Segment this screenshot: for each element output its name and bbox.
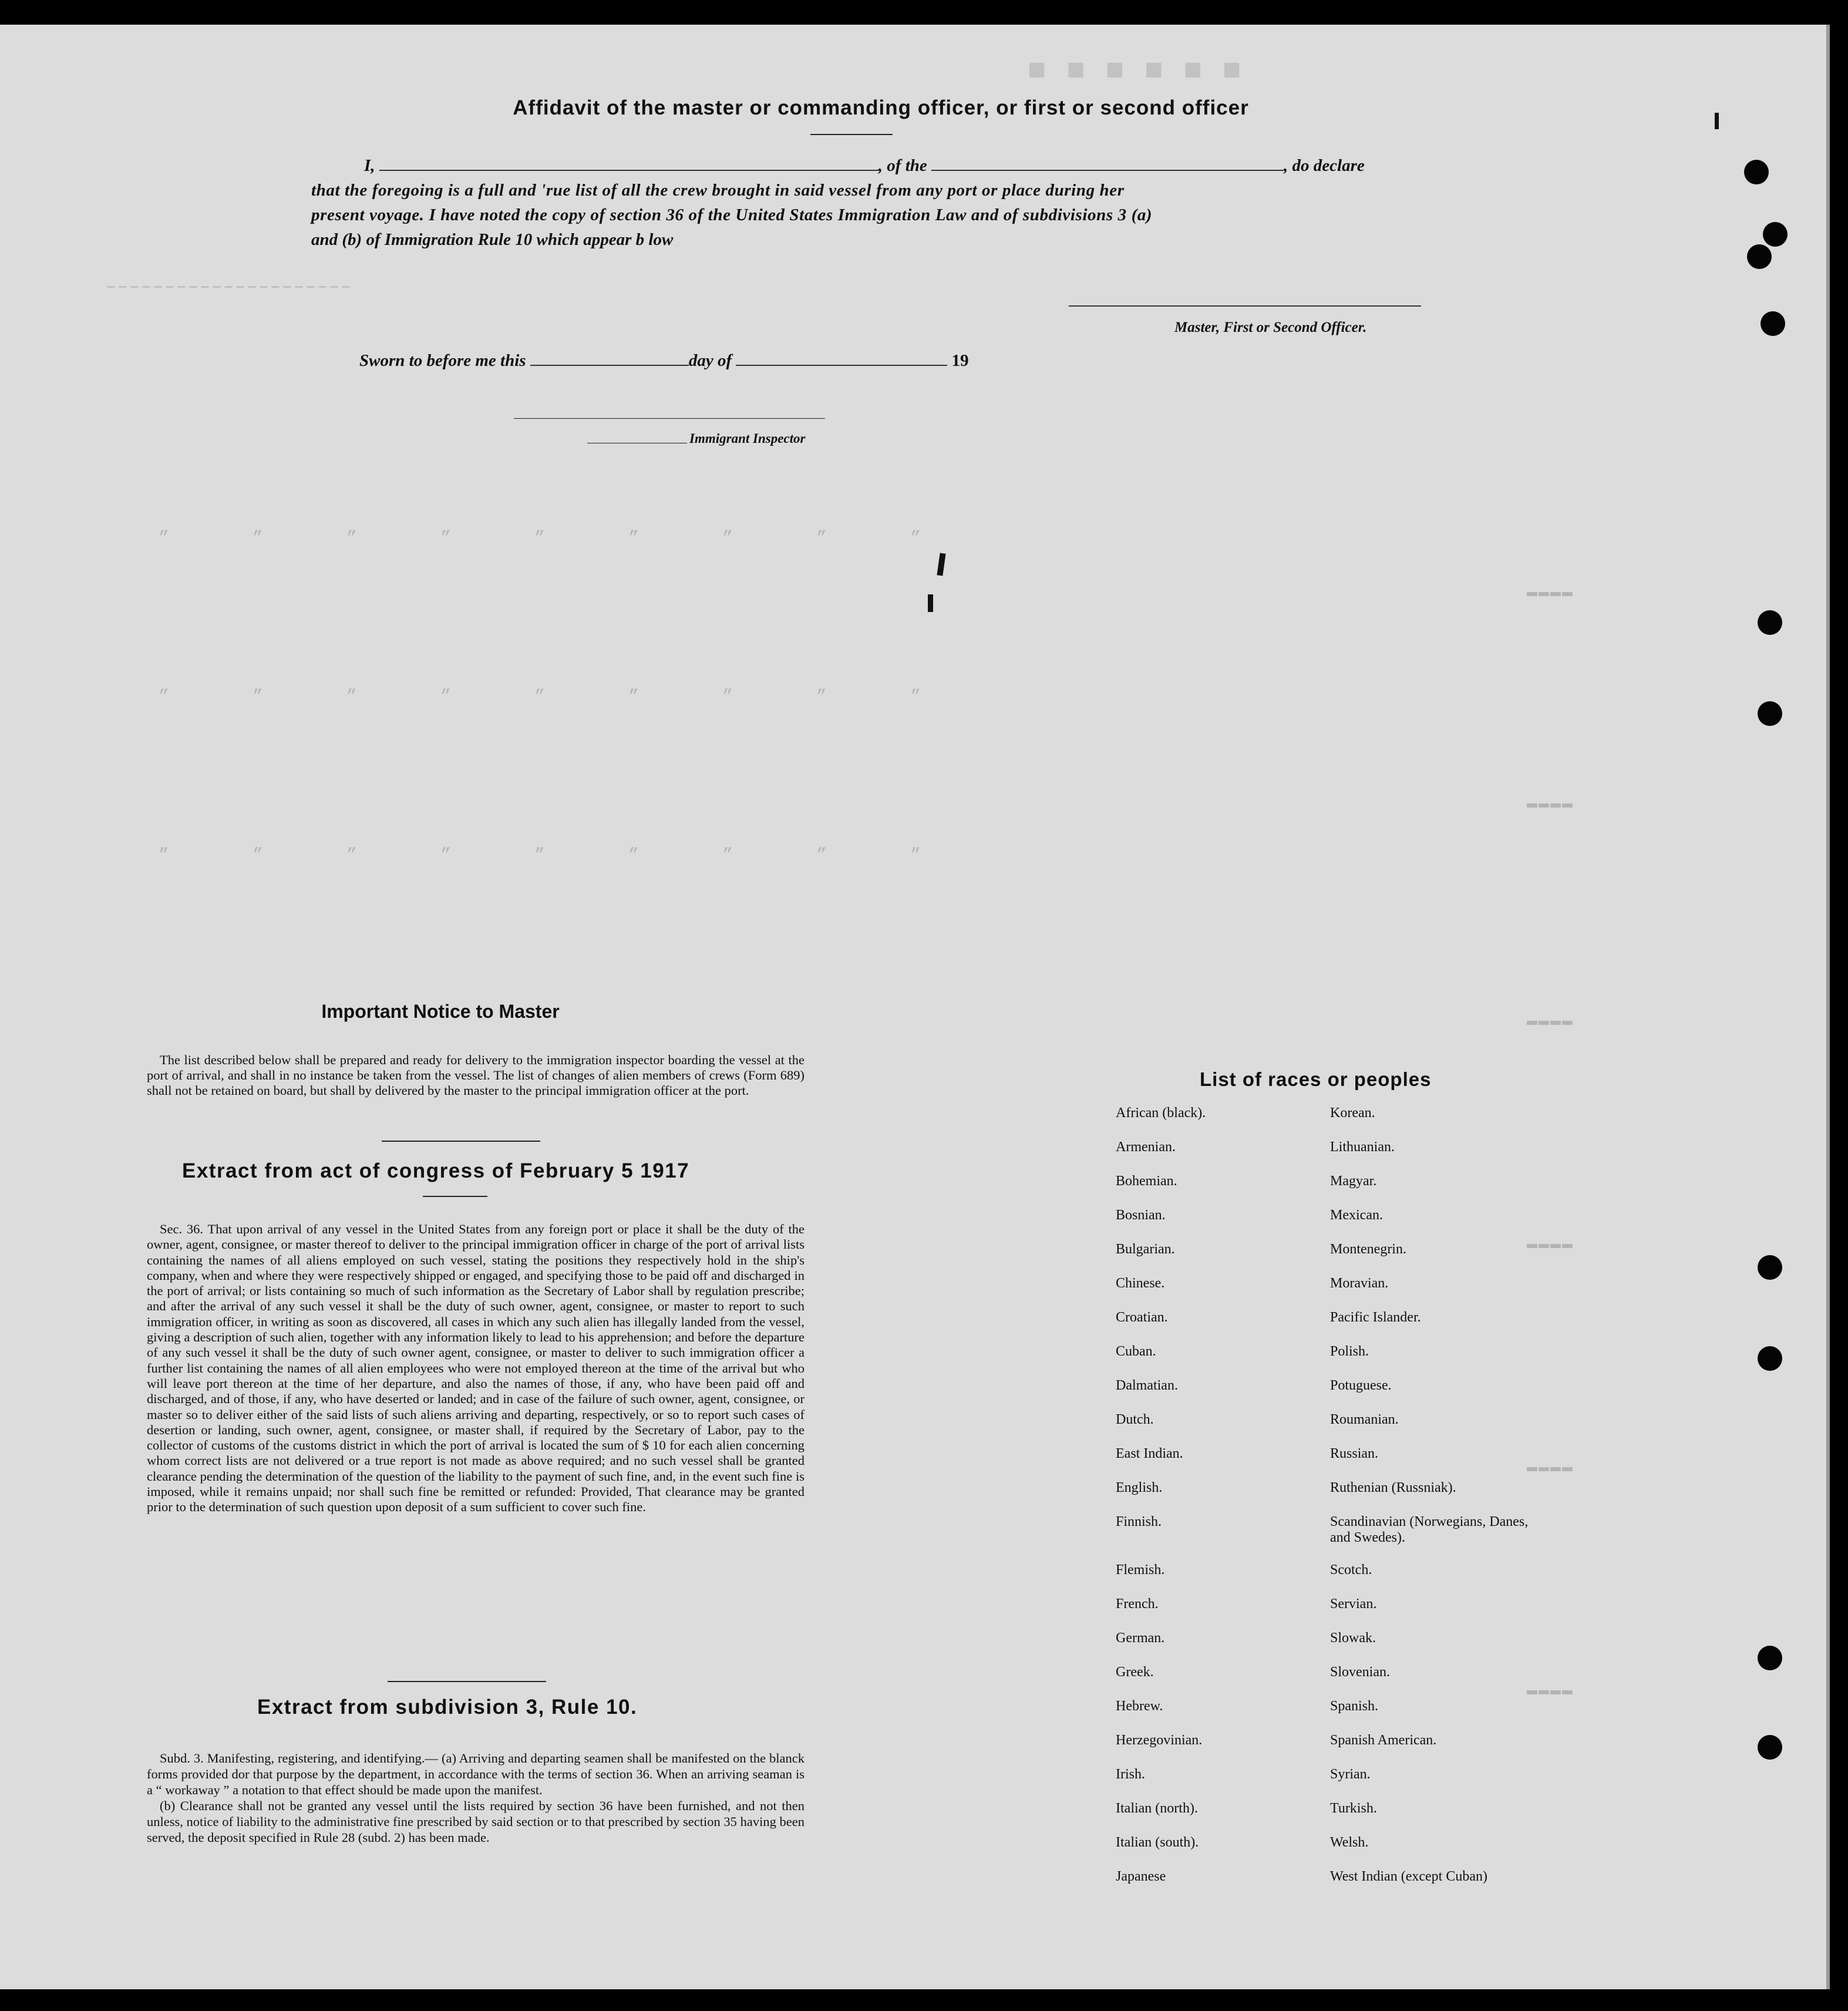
punch-hole: [1758, 1646, 1782, 1670]
affidavit-line-1: [364, 156, 1365, 176]
race-item: German.: [1116, 1630, 1165, 1646]
race-item: Bulgarian.: [1116, 1242, 1175, 1257]
sworn-line: [359, 351, 969, 371]
race-item: Magyar.: [1330, 1173, 1377, 1189]
sworn-month-field[interactable]: [736, 365, 947, 366]
inspector-signature-line[interactable]: [514, 418, 825, 419]
extract-rule-text: [147, 1750, 804, 1845]
declare-label: , do declare: [1284, 156, 1365, 175]
race-item: Irish.: [1116, 1767, 1145, 1782]
race-item: Korean.: [1330, 1105, 1375, 1121]
affiant-prefix: I,: [364, 156, 375, 175]
vessel-name-field[interactable]: [931, 170, 1284, 171]
race-item: Armenian.: [1116, 1139, 1176, 1155]
notice-title: Important Notice to Master: [321, 1001, 560, 1022]
race-item: Roumanian.: [1330, 1412, 1399, 1427]
race-item: Russian.: [1330, 1446, 1379, 1461]
race-item: Greek.: [1116, 1664, 1154, 1680]
race-item: Slowak.: [1330, 1630, 1376, 1646]
inspector-label: Immigrant Inspector: [689, 431, 806, 446]
race-item: Italian (north).: [1116, 1801, 1198, 1816]
race-item: Mexican.: [1330, 1208, 1383, 1223]
punch-hole: [1758, 1346, 1782, 1371]
race-item: Scandinavian (Norwegians, Danes, and Swedes).: [1330, 1514, 1529, 1545]
race-item: Montenegrin.: [1330, 1242, 1406, 1257]
ink-smudge: [1715, 113, 1719, 129]
notice-divider: [382, 1141, 540, 1142]
signature-label: Master, First or Second Officer.: [1174, 320, 1367, 335]
race-item: Flemish.: [1116, 1562, 1165, 1578]
race-item: Hebrew.: [1116, 1699, 1163, 1714]
race-item: Dalmatian.: [1116, 1378, 1178, 1393]
race-item: Pacific Islander.: [1330, 1310, 1421, 1325]
extract-act-underline: [423, 1196, 487, 1197]
punch-hole: [1744, 160, 1769, 184]
document-page: ■ ■ ■ ■ ■ ■ ––––––––––––––––––––– „ „ „ „ „ „ „ „ „ „ „ „ „ „ „ „ „ „ „ „ „ „ „ „ „ „ „ ▬▬▬▬ ▬▬▬▬ ▬▬▬▬ ▬▬▬▬ ▬▬▬▬ ▬▬▬▬ Affidavit of the master or commanding officer, or first or second officer I, , of the , do declare that the foregoing is a full and 'rue list of all the crew brought in said vessel from any port or place during her present voyage. I have noted the copy of section 36 of the United States Immigration Law and of subdivisions 3 (a) and (b) of Immigration Rule 10 which appear b low Master, First or Second Officer. Sworn to before me this day of 19 Immigrant Inspector Important Notice to Master The list described below shall be prepared and ready for delivery to the immigration inspector boarding the vessel at the port of arrival, and shall in no instance be taken from the vessel. The list of changes of alien members of crews (Form 689) shall not be retained on board, but shall by delivered by the master to the principal immigration officer at the port. Extract from act of congress of February 5 1917 Sec. 36. That upon arrival of any vessel in the United States from any foreign port or place it shall be the duty of the owner, agent, consignee, or master thereof to deliver to the principal immigration officer in charge of the port of arrival lists containing the names of all aliens employed on such vessel, stating the positions they respectively hold in the ship's company, when and where they were respectively shipped or engaged, and specifying those to be paid off and discharged in the port of arrival; or lists containing so much of such information as the Secretary of Labor shall by regulation prescribe; and after the arrival of any such vessel it shall be the duty of such owner, agent, consignee, or master to report to such immigration officer, in writing as soon as discovered, all cases in which any such alien has illegally landed from the vessel, giving a description of such alien, together with any information likely to lead to his apprehension; and before the departure of any such vessel it shall be the duty of such owner agent, consignee, or master to deliver to such immigration officer a further list containing the names of all alien employees who were not employed thereon at the time of the arrival but who will leave port thereon at the time of her departure, and also the names of those, if any, who have been paid off and discharged, and of those, if any, who have deserted or landed; and in case of the failure of such owner, agent, consignee, or master so to deliver either of the said lists of such aliens arriving and departing, respectively, or so to report such cases of desertion or landing, such owner, agent, consignee, or master shall, if required by the Secretary of Labor, pay to the collector of customs of the customs district in which the port of arrival is located the sum of $ 10 for each alien concerning whom correct lists are not delivered or a true report is not made as above required; and no such vessel shall be granted clearance pending the determination of the question of the liability to the payment of such fine, and, in the event such fine is imposed, while it remains unpaid; nor shall such fine be remitted or refunded: Provided, That clearance may be granted prior to the determination of such question upon deposit of a sum sufficient to cover such fine. Extract from subdivision 3, Rule 10. Subd. 3. Manifesting, registering, and identifying.— (a) Arriving and departing seamen shall be manifested on the blanck forms provided dor that purpose by the department, in accordance with the terms of section 36. When an arriving seaman is a “ workaway ” a notation to that effect should be made upon the manifest. (b) Clearance shall not be granted any vessel until the lists required by section 36 have been furnished, and not then unless, notice of liability to the administrative fine prescribed by said section or to that prescribed by section 35 having been served, the deposit specified in Rule 28 (subd. 2) has been made. List of races or peoples African (black). Armenian. Bohemian. Bosnian. Bulgarian. Chinese. Croatian. Cuban. Dalmatian. Dutch. East Indian. English. Finnish. Flemish. French. German. Greek. Hebrew. Herzegovinian. Irish. Italian (north). Italian (south). Japanese Korean. Lithuanian. Magyar. Mexican. Montenegrin. Moravian. Pacific Islander. Polish. Potuguese. Roumanian. Russian. Ruthenian (Russniak). Scandinavian (Norwegians, Danes, and Swedes). Scotch. Servian. Slowak. Slovenian. Spanish. Spanish American. Syrian. Turkish. Welsh. West Indian (except Cuban): [0, 25, 1830, 1989]
race-item: Slovenian.: [1330, 1664, 1390, 1680]
race-item: West Indian (except Cuban): [1330, 1869, 1487, 1884]
affidavit-line-3: present voyage. I have noted the copy of section 36 of the United States Immigration Law and of subdivisions 3 (a): [311, 206, 1153, 224]
affiant-name-field[interactable]: [379, 170, 878, 171]
punch-hole: [1758, 1735, 1782, 1760]
race-item: Turkish.: [1330, 1801, 1377, 1816]
race-item: Servian.: [1330, 1596, 1377, 1612]
title-underline: [810, 134, 893, 135]
race-item: Polish.: [1330, 1344, 1369, 1359]
race-item: East Indian.: [1116, 1446, 1183, 1461]
signature-field[interactable]: [1069, 305, 1421, 307]
race-item: Croatian.: [1116, 1310, 1168, 1325]
affidavit-line-2: that the foregoing is a full and 'rue list of all the crew brought in said vessel from any port or place during her: [311, 181, 1125, 200]
race-item: Chinese.: [1116, 1276, 1165, 1291]
race-item: African (black).: [1116, 1105, 1206, 1121]
day-of-label: day of: [688, 351, 732, 370]
races-left-column: [1116, 1096, 1206, 1894]
race-item: Japanese: [1116, 1869, 1166, 1884]
race-item: French.: [1116, 1596, 1159, 1612]
race-item: Welsh.: [1330, 1835, 1369, 1850]
of-the-label: , of the: [878, 156, 927, 175]
race-item: Spanish American.: [1330, 1733, 1437, 1748]
race-item: English.: [1116, 1480, 1163, 1495]
race-item: Scotch.: [1330, 1562, 1372, 1578]
race-item: Syrian.: [1330, 1767, 1371, 1782]
races-title: List of races or peoples: [1200, 1068, 1432, 1090]
rule-paragraph-a: Subd. 3. Manifesting, registering, and identifying.— (a) Arriving and departing seamen shall be manifested on the blanck forms provided dor that purpose by the department, in accordance with the terms of section 36. When an arriving seaman is a “ workaway ” a notation to that effect should be made upon the manifest.: [147, 1751, 804, 1797]
notice-text: The list described below shall be prepared and ready for delivery to the immigration inspector boarding the vessel at the port of arrival, and shall in no instance be taken from the vessel. The list of changes of alien members of crews (Form 689) shall not be retained on board, but shall by delivered by the master to the principal immigration officer at the port.: [147, 1052, 804, 1098]
race-item: Spanish.: [1330, 1699, 1379, 1714]
race-item: Bohemian.: [1116, 1173, 1177, 1189]
punch-hole: [1761, 311, 1785, 336]
race-item: Ruthenian (Russniak).: [1330, 1480, 1456, 1495]
race-item: Herzegovinian.: [1116, 1733, 1203, 1748]
affidavit-line-4: and (b) of Immigration Rule 10 which appear b low: [311, 230, 674, 249]
race-item: Moravian.: [1330, 1276, 1389, 1291]
punch-hole: [1747, 244, 1772, 269]
punch-hole: [1758, 1255, 1782, 1280]
extract-act-end-divider: [388, 1681, 546, 1682]
race-item: Finnish.: [1116, 1514, 1162, 1529]
sworn-year-label: 19: [951, 351, 969, 370]
affidavit-title: Affidavit of the master or commanding officer, or first or second officer: [513, 96, 1249, 119]
ink-smudge: [928, 594, 933, 612]
punch-hole: [1758, 610, 1782, 635]
race-item: Dutch.: [1116, 1412, 1154, 1427]
punch-hole: [1763, 222, 1788, 247]
race-item: Cuban.: [1116, 1344, 1156, 1359]
rule-paragraph-b: (b) Clearance shall not be granted any vessel until the lists required by section 36 have been furnished, and not then unless, notice of liability to the administrative fine prescribed by said section or to that prescribed by section 35 having been served, the deposit specified in Rule 28 (subd. 2) has been made.: [147, 1798, 804, 1845]
extract-act-text: Sec. 36. That upon arrival of any vessel in the United States from any foreign port or place it shall be the duty of the owner, agent, consignee, or master thereof to deliver to the principal immigration officer in charge of the port of arrival lists containing the names of all aliens employed on such vessel, stating the positions they respectively hold in the ship's company, when and where they were respectively shipped or engaged, and specifying those to be paid off and discharged in the port of arrival; or lists containing so much of such information as the Secretary of Labor shall by regulation prescribe; and after the arrival of any such vessel it shall be the duty of such owner, agent, consignee, or master to report to such immigration officer, in writing as soon as discovered, all cases in which any such alien has illegally landed from the vessel, giving a description of such alien, together with any information likely to lead to his apprehension; and before the departure of any such vessel it shall be the duty of such owner agent, consignee, or master to deliver to such immigration officer a further list containing the names of all alien employees who were not employed thereon at the time of the arrival but who will leave port thereon at the time of her departure, and also the names of those, if any, who have been paid off and discharged, and of those, if any, who have deserted or landed; and in case of the failure of such owner, agent, consignee, or master so to deliver either of the said lists of such aliens arriving and departing, respectively, or so to report such cases of desertion or landing, such owner, agent, consignee, or master shall, if required by the Secretary of Labor, pay to the collector of customs of the customs district in which the port of arrival is located the sum of $ 10 for each alien concerning whom correct lists are not delivered or a true report is not made as above required; and no such vessel shall be granted clearance pending the determination of the question of the liability to the payment of such fine, and, in the event such fine is imposed, while it remains unpaid; nor shall such fine be remitted or refunded: Provided, That clearance may be granted prior to the determination of such question upon deposit of a sum sufficient to cover such fine.: [147, 1222, 804, 1515]
sworn-day-field[interactable]: [530, 365, 689, 366]
race-item: Potuguese.: [1330, 1378, 1392, 1393]
extract-rule-title: Extract from subdivision 3, Rule 10.: [257, 1696, 638, 1719]
race-item: Lithuanian.: [1330, 1139, 1395, 1155]
ink-smudge: [937, 553, 945, 576]
races-right-column: [1330, 1096, 1547, 1894]
race-item: Bosnian.: [1116, 1208, 1166, 1223]
race-item: Italian (south).: [1116, 1835, 1199, 1850]
sworn-prefix: Sworn to before me this: [359, 351, 526, 370]
extract-act-title: Extract from act of congress of February 5 1917: [182, 1159, 690, 1182]
punch-hole: [1758, 701, 1782, 726]
